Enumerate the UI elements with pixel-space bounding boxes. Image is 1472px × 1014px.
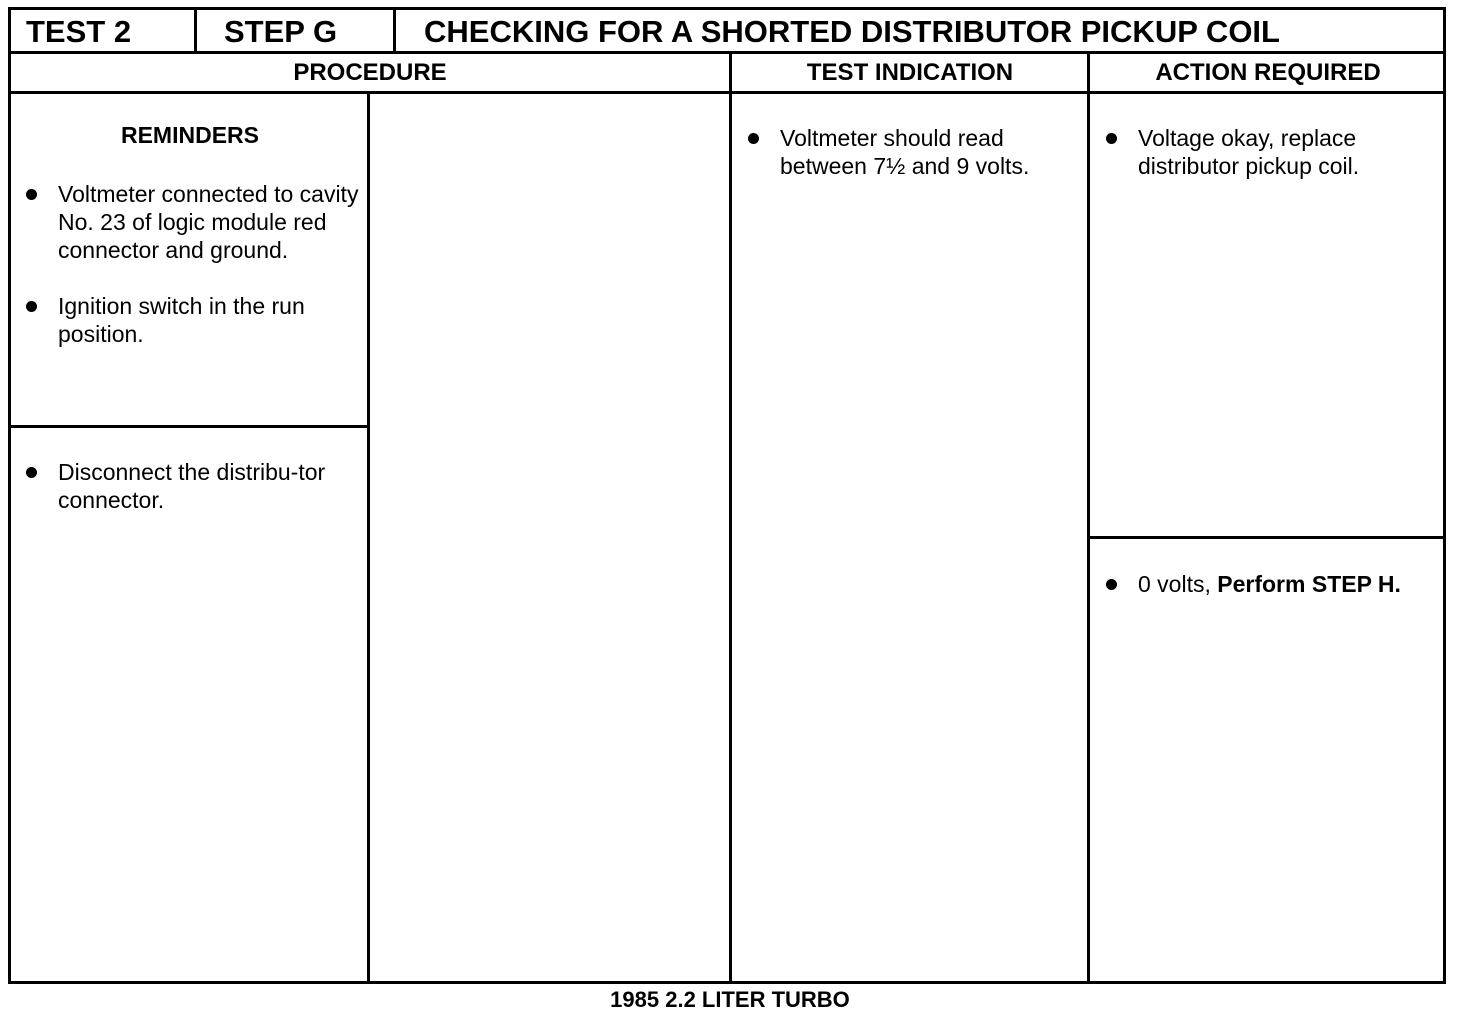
- action-divider: [1088, 536, 1446, 539]
- reminders-heading: REMINDERS: [120, 122, 259, 148]
- header-separator-1: [194, 7, 197, 53]
- column-header-procedure: PROCEDURE: [293, 59, 447, 86]
- column-separator-indication: [1087, 51, 1090, 984]
- list-item: [1092, 570, 1422, 598]
- test-indication-list: [734, 124, 1054, 208]
- action-list-okay: [1092, 124, 1412, 208]
- column-header-action-required: ACTION REQUIRED: [1155, 59, 1381, 86]
- column-separator-procedure: [729, 51, 732, 984]
- procedure-steps-list: [12, 458, 352, 542]
- page-title: CHECKING FOR A SHORTED DISTRIBUTOR PICKUP COIL: [424, 14, 1280, 49]
- header-separator-2: [393, 7, 396, 53]
- footer-caption: 1985 2.2 LITER TURBO: [610, 987, 850, 1012]
- step-label: STEP G: [224, 14, 338, 49]
- list-item: Voltage okay, replace distributor pickup coil.: [1092, 124, 1412, 180]
- list-item: Disconnect the distribu-tor connector.: [12, 458, 352, 514]
- procedure-inner-separator: [367, 91, 370, 984]
- action-step-link: Perform STEP H.: [1217, 571, 1401, 597]
- list-item: Ignition switch in the run position.: [12, 292, 362, 348]
- list-item: Voltmeter connected to cavity No. 23 of logic module red connector and ground.: [12, 180, 362, 264]
- reminders-list: [12, 180, 362, 376]
- action-list-zero-volts: [1092, 570, 1422, 626]
- reminders-divider: [8, 425, 370, 428]
- column-header-test-indication: TEST INDICATION: [806, 59, 1014, 86]
- action-condition: 0 volts,: [1138, 571, 1218, 597]
- test-number: TEST 2: [26, 14, 132, 49]
- list-item: Voltmeter should read between 7½ and 9 volts.: [734, 124, 1054, 180]
